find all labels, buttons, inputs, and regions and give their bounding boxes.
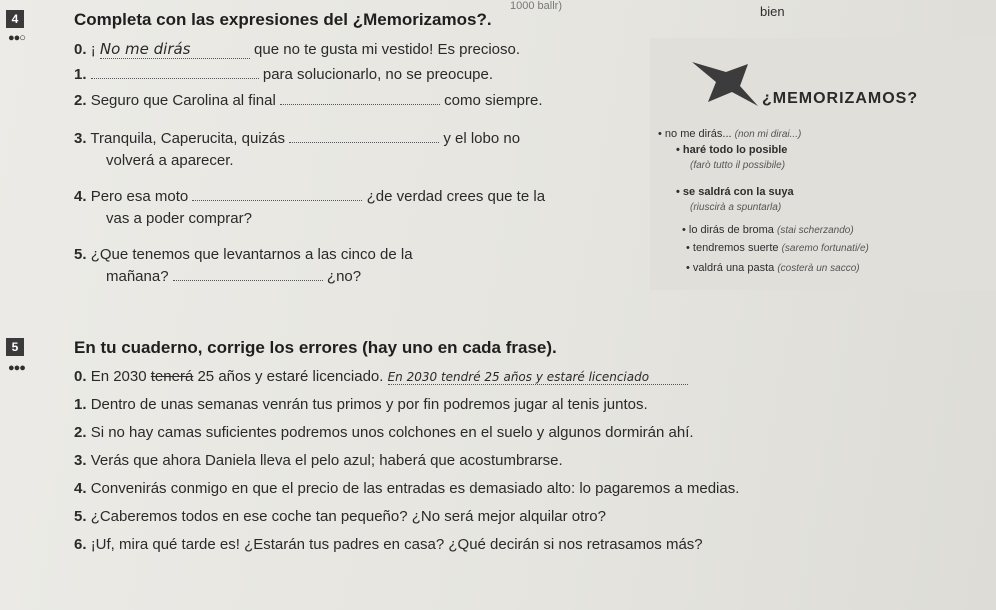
memorizamos-item-4: • tendremos suerte (saremo fortunati/e) [686, 242, 869, 254]
ex5-item-5: 5. ¿Caberemos todos en ese coche tan pequeño? ¿No será mejor alquilar otro? [74, 508, 606, 525]
exercise-4-title: Completa con las expresiones del ¿Memorizamos?. [74, 10, 492, 29]
memorizamos-item-2: • se saldrá con la suya [676, 186, 794, 198]
memorizamos-item-1-note: (farò tutto il possibile) [690, 160, 786, 171]
ex4-item-3-blank[interactable] [289, 142, 439, 143]
ex5-item-2: 2. Si no hay camas suficientes podremos unos colchones en el suelo y algunos dormirán ahí. [74, 424, 694, 441]
exercise-4-difficulty-dots: ●●○ [8, 32, 25, 44]
ex5-item-0: 0. En 2030 tenerá 25 años y estaré licenciado. En 2030 tendré 25 años y estaré licenciado [74, 368, 688, 385]
corner-text-right: bien [760, 4, 785, 19]
ex5-item-3: 3. Verás que ahora Daniela lleva el pelo azul; haberá que acostumbrarse. [74, 452, 563, 469]
memorizamos-item-1: • haré todo lo posible [676, 144, 788, 156]
ex4-item-5-blank[interactable] [173, 280, 323, 281]
memorizamos-title: ¿MEMORIZAMOS? [762, 90, 919, 107]
corner-text-left: 1000 ballr) [510, 0, 562, 12]
pushpin-icon [688, 58, 762, 110]
ex4-item-4-line2: vas a poder comprar? [106, 210, 252, 227]
ex4-item-2-blank[interactable] [280, 104, 440, 105]
ex4-item-0-answer[interactable]: No me dirás [100, 40, 250, 59]
ex4-item-0: 0. ¡ No me dirás que no te gusta mi vestido! Es precioso. [74, 40, 521, 58]
memorizamos-item-3: • lo dirás de broma (stai scherzando) [682, 224, 854, 236]
exercise-5-difficulty-dots: ●●● [8, 362, 25, 374]
exercise-5-number: 5 [6, 338, 24, 356]
ex4-item-1-blank[interactable] [91, 78, 259, 79]
ex4-item-1: 1. para solucionarlo, no se preocupe. [74, 66, 494, 83]
ex4-item-5-line2: mañana? ¿no? [106, 268, 362, 285]
ex4-item-5: 5. ¿Que tenemos que levantarnos a las cinco de la [74, 246, 413, 263]
ex5-item-4: 4. Convenirás conmigo en que el precio de las entradas es demasiado alto: lo pagaremos a medias. [74, 480, 740, 497]
memorizamos-item-5: • valdrá una pasta (costerà un sacco) [686, 262, 860, 274]
ex5-item-6: 6. ¡Uf, mira qué tarde es! ¿Estarán tus padres en casa? ¿Qué decirán si nos retrasamos más? [74, 536, 703, 553]
ex4-item-2: 2. Seguro que Carolina al final como siempre. [74, 92, 543, 109]
ex4-item-4-blank[interactable] [192, 200, 362, 201]
ex4-item-4: 4. Pero esa moto ¿de verdad crees que te la [74, 188, 546, 205]
exercise-5-title: En tu cuaderno, corrige los errores (hay uno en cada frase). [74, 338, 557, 357]
memorizamos-item-2-note: (riuscirà a spuntarla) [690, 202, 782, 213]
ex4-item-3: 3. Tranquila, Caperucita, quizás y el lobo no [74, 130, 521, 147]
ex5-item-0-answer[interactable]: En 2030 tendré 25 años y estaré licenciado [388, 370, 688, 385]
ex4-item-3-line2: volverá a aparecer. [106, 152, 234, 169]
memorizamos-item-0: • no me dirás... (non mi dirai...) [658, 128, 802, 140]
ex5-item-0-struck-word: tenerá [150, 368, 194, 385]
ex5-item-1: 1. Dentro de unas semanas venrán tus primos y por fin podremos jugar al tenis juntos. [74, 396, 648, 413]
exercise-4-number: 4 [6, 10, 24, 28]
